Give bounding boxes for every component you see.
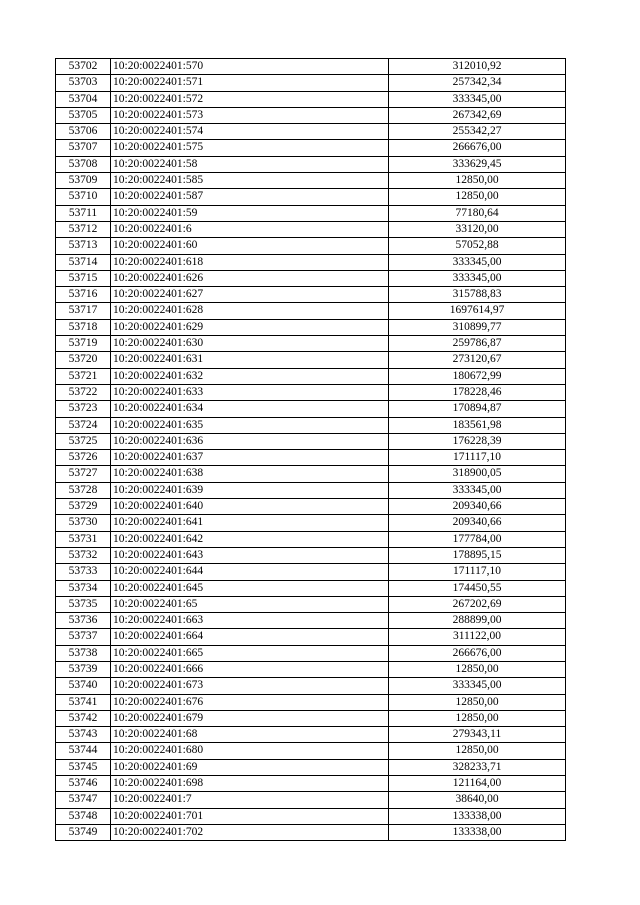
cadastral-number-cell: 10:20:0022401:629: [111, 319, 389, 335]
row-number-cell: 53745: [56, 759, 111, 775]
table-row: [56, 661, 566, 677]
row-number-cell: 53736: [56, 613, 111, 629]
cadastral-number-cell: 10:20:0022401:69: [111, 759, 389, 775]
table-row: [56, 482, 566, 498]
row-number-cell: 53746: [56, 776, 111, 792]
value-cell: 333345,00: [389, 270, 566, 286]
table-row: [56, 776, 566, 792]
value-cell: 178895,15: [389, 547, 566, 563]
value-cell: 1697614,97: [389, 303, 566, 319]
row-number-cell: 53718: [56, 319, 111, 335]
table-row: [56, 580, 566, 596]
cadastral-number-cell: 10:20:0022401:570: [111, 59, 389, 75]
cadastral-number-cell: 10:20:0022401:698: [111, 776, 389, 792]
cadastral-number-cell: 10:20:0022401:634: [111, 401, 389, 417]
row-number-cell: 53729: [56, 499, 111, 515]
row-number-cell: 53703: [56, 75, 111, 91]
table-row: [56, 303, 566, 319]
row-number-cell: 53743: [56, 727, 111, 743]
value-cell: 288899,00: [389, 613, 566, 629]
table-row: [56, 124, 566, 140]
table-row: [56, 499, 566, 515]
value-cell: 12850,00: [389, 710, 566, 726]
value-cell: 259786,87: [389, 336, 566, 352]
table-row: [56, 678, 566, 694]
table-row: [56, 59, 566, 75]
row-number-cell: 53733: [56, 564, 111, 580]
row-number-cell: 53738: [56, 645, 111, 661]
table-row: [56, 91, 566, 107]
table-row: [56, 107, 566, 123]
value-cell: 266676,00: [389, 645, 566, 661]
row-number-cell: 53722: [56, 384, 111, 400]
table-row: [56, 238, 566, 254]
table-row: [56, 156, 566, 172]
row-number-cell: 53707: [56, 140, 111, 156]
value-cell: 333345,00: [389, 91, 566, 107]
table-row: [56, 596, 566, 612]
row-number-cell: 53739: [56, 661, 111, 677]
row-number-cell: 53734: [56, 580, 111, 596]
cadastral-number-cell: 10:20:0022401:59: [111, 205, 389, 221]
row-number-cell: 53713: [56, 238, 111, 254]
row-number-cell: 53720: [56, 352, 111, 368]
value-cell: 12850,00: [389, 189, 566, 205]
table-row: [56, 564, 566, 580]
table-row: [56, 824, 566, 840]
cadastral-number-cell: 10:20:0022401:636: [111, 433, 389, 449]
cadastral-number-cell: 10:20:0022401:7: [111, 792, 389, 808]
cadastral-number-cell: 10:20:0022401:644: [111, 564, 389, 580]
cadastral-number-cell: 10:20:0022401:666: [111, 661, 389, 677]
cadastral-number-cell: 10:20:0022401:587: [111, 189, 389, 205]
row-number-cell: 53712: [56, 221, 111, 237]
row-number-cell: 53706: [56, 124, 111, 140]
value-cell: 77180,64: [389, 205, 566, 221]
row-number-cell: 53708: [56, 156, 111, 172]
value-cell: 209340,66: [389, 515, 566, 531]
table-row: [56, 287, 566, 303]
row-number-cell: 53742: [56, 710, 111, 726]
value-cell: 171117,10: [389, 564, 566, 580]
value-cell: 209340,66: [389, 499, 566, 515]
table-row: [56, 613, 566, 629]
table-row: [56, 336, 566, 352]
value-cell: 183561,98: [389, 417, 566, 433]
table-row: [56, 417, 566, 433]
row-number-cell: 53719: [56, 336, 111, 352]
value-cell: 12850,00: [389, 173, 566, 189]
value-cell: 267342,69: [389, 107, 566, 123]
row-number-cell: 53747: [56, 792, 111, 808]
table-row: [56, 727, 566, 743]
row-number-cell: 53715: [56, 270, 111, 286]
cadastral-number-cell: 10:20:0022401:618: [111, 254, 389, 270]
row-number-cell: 53724: [56, 417, 111, 433]
value-cell: 133338,00: [389, 824, 566, 840]
row-number-cell: 53710: [56, 189, 111, 205]
table-row: [56, 710, 566, 726]
table-row: [56, 645, 566, 661]
row-number-cell: 53704: [56, 91, 111, 107]
row-number-cell: 53740: [56, 678, 111, 694]
row-number-cell: 53741: [56, 694, 111, 710]
table-row: [56, 221, 566, 237]
cadastral-number-cell: 10:20:0022401:665: [111, 645, 389, 661]
cadastral-number-cell: 10:20:0022401:643: [111, 547, 389, 563]
table-row: [56, 319, 566, 335]
row-number-cell: 53731: [56, 531, 111, 547]
cadastral-number-cell: 10:20:0022401:664: [111, 629, 389, 645]
cadastral-number-cell: 10:20:0022401:702: [111, 824, 389, 840]
row-number-cell: 53705: [56, 107, 111, 123]
row-number-cell: 53725: [56, 433, 111, 449]
cadastral-number-cell: 10:20:0022401:639: [111, 482, 389, 498]
table-row: [56, 515, 566, 531]
row-number-cell: 53714: [56, 254, 111, 270]
cadastral-number-cell: 10:20:0022401:585: [111, 173, 389, 189]
value-cell: 266676,00: [389, 140, 566, 156]
row-number-cell: 53709: [56, 173, 111, 189]
value-cell: 333345,00: [389, 254, 566, 270]
cadastral-number-cell: 10:20:0022401:673: [111, 678, 389, 694]
cadastral-number-cell: 10:20:0022401:60: [111, 238, 389, 254]
value-cell: 273120,67: [389, 352, 566, 368]
cadastral-number-cell: 10:20:0022401:626: [111, 270, 389, 286]
cadastral-number-cell: 10:20:0022401:638: [111, 466, 389, 482]
table-row: [56, 401, 566, 417]
value-cell: 255342,27: [389, 124, 566, 140]
value-cell: 279343,11: [389, 727, 566, 743]
value-cell: 177784,00: [389, 531, 566, 547]
cadastral-number-cell: 10:20:0022401:645: [111, 580, 389, 596]
table-row: [56, 792, 566, 808]
table-row: [56, 694, 566, 710]
cadastral-number-cell: 10:20:0022401:641: [111, 515, 389, 531]
value-cell: 121164,00: [389, 776, 566, 792]
value-cell: 176228,39: [389, 433, 566, 449]
table-body: [56, 59, 566, 841]
table-row: [56, 173, 566, 189]
cadastral-number-cell: 10:20:0022401:573: [111, 107, 389, 123]
value-cell: 33120,00: [389, 221, 566, 237]
cadastral-number-cell: 10:20:0022401:676: [111, 694, 389, 710]
cadastral-number-cell: 10:20:0022401:701: [111, 808, 389, 824]
row-number-cell: 53749: [56, 824, 111, 840]
table-row: [56, 808, 566, 824]
value-cell: 171117,10: [389, 450, 566, 466]
value-cell: 170894,87: [389, 401, 566, 417]
value-cell: 133338,00: [389, 808, 566, 824]
cadastral-number-cell: 10:20:0022401:627: [111, 287, 389, 303]
cadastral-number-cell: 10:20:0022401:572: [111, 91, 389, 107]
value-cell: 311122,00: [389, 629, 566, 645]
row-number-cell: 53702: [56, 59, 111, 75]
row-number-cell: 53717: [56, 303, 111, 319]
cadastral-number-cell: 10:20:0022401:65: [111, 596, 389, 612]
value-cell: 333345,00: [389, 678, 566, 694]
row-number-cell: 53735: [56, 596, 111, 612]
cadastral-number-cell: 10:20:0022401:631: [111, 352, 389, 368]
cadastral-number-cell: 10:20:0022401:68: [111, 727, 389, 743]
row-number-cell: 53748: [56, 808, 111, 824]
value-cell: 12850,00: [389, 743, 566, 759]
value-cell: 257342,34: [389, 75, 566, 91]
value-cell: 312010,92: [389, 59, 566, 75]
value-cell: 38640,00: [389, 792, 566, 808]
table-row: [56, 205, 566, 221]
table-row: [56, 254, 566, 270]
table-row: [56, 466, 566, 482]
row-number-cell: 53723: [56, 401, 111, 417]
value-cell: 318900,05: [389, 466, 566, 482]
cadastral-number-cell: 10:20:0022401:679: [111, 710, 389, 726]
table-row: [56, 352, 566, 368]
cadastral-number-cell: 10:20:0022401:632: [111, 368, 389, 384]
table-row: [56, 189, 566, 205]
cadastral-number-cell: 10:20:0022401:680: [111, 743, 389, 759]
value-cell: 174450,55: [389, 580, 566, 596]
table-row: [56, 547, 566, 563]
value-cell: 178228,46: [389, 384, 566, 400]
table-row: [56, 368, 566, 384]
cadastral-number-cell: 10:20:0022401:628: [111, 303, 389, 319]
cadastral-number-cell: 10:20:0022401:574: [111, 124, 389, 140]
row-number-cell: 53730: [56, 515, 111, 531]
table-row: [56, 140, 566, 156]
table-row: [56, 433, 566, 449]
value-cell: 328233,71: [389, 759, 566, 775]
row-number-cell: 53721: [56, 368, 111, 384]
cadastral-number-cell: 10:20:0022401:633: [111, 384, 389, 400]
row-number-cell: 53727: [56, 466, 111, 482]
table-row: [56, 384, 566, 400]
table-row: [56, 75, 566, 91]
row-number-cell: 53728: [56, 482, 111, 498]
cadastral-number-cell: 10:20:0022401:635: [111, 417, 389, 433]
row-number-cell: 53711: [56, 205, 111, 221]
cadastral-number-cell: 10:20:0022401:642: [111, 531, 389, 547]
table-row: [56, 743, 566, 759]
value-cell: 12850,00: [389, 694, 566, 710]
row-number-cell: 53737: [56, 629, 111, 645]
value-cell: 57052,88: [389, 238, 566, 254]
cadastral-number-cell: 10:20:0022401:640: [111, 499, 389, 515]
cadastral-number-cell: 10:20:0022401:58: [111, 156, 389, 172]
cadastral-number-cell: 10:20:0022401:6: [111, 221, 389, 237]
value-cell: 333345,00: [389, 482, 566, 498]
row-number-cell: 53744: [56, 743, 111, 759]
row-number-cell: 53716: [56, 287, 111, 303]
cadastral-number-cell: 10:20:0022401:630: [111, 336, 389, 352]
cadastral-number-cell: 10:20:0022401:575: [111, 140, 389, 156]
value-cell: 310899,77: [389, 319, 566, 335]
value-cell: 12850,00: [389, 661, 566, 677]
value-cell: 315788,83: [389, 287, 566, 303]
table-row: [56, 531, 566, 547]
cadastral-value-table: [55, 58, 566, 841]
table-row: [56, 270, 566, 286]
table-row: [56, 450, 566, 466]
cadastral-number-cell: 10:20:0022401:571: [111, 75, 389, 91]
value-cell: 180672,99: [389, 368, 566, 384]
row-number-cell: 53726: [56, 450, 111, 466]
cadastral-number-cell: 10:20:0022401:637: [111, 450, 389, 466]
cadastral-number-cell: 10:20:0022401:663: [111, 613, 389, 629]
table-row: [56, 759, 566, 775]
table-row: [56, 629, 566, 645]
row-number-cell: 53732: [56, 547, 111, 563]
value-cell: 333629,45: [389, 156, 566, 172]
value-cell: 267202,69: [389, 596, 566, 612]
